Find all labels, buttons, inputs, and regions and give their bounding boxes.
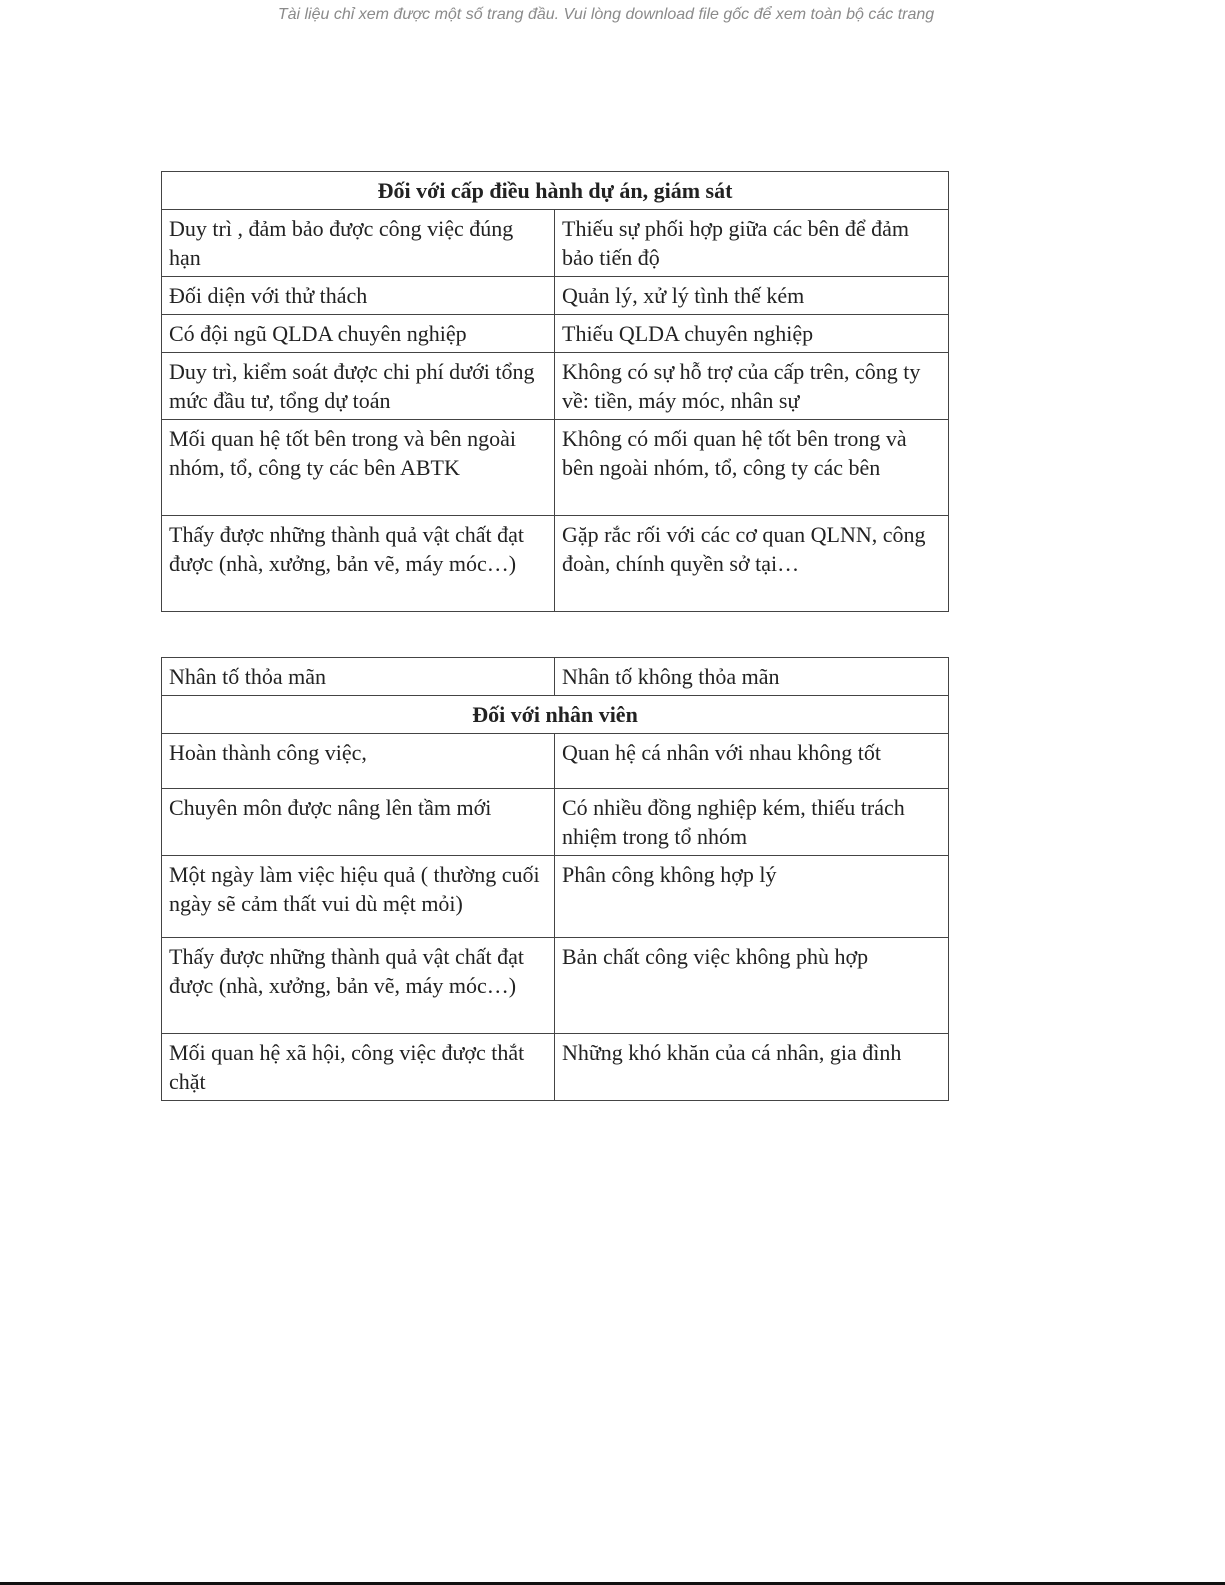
table-cell: Thấy được những thành quả vật chất đạt được (nhà, xưởng, bản vẽ, máy móc…)	[162, 516, 555, 612]
table-cell: Có đội ngũ QLDA chuyên nghiệp	[162, 315, 555, 353]
table-cell: Đối diện với thử thách	[162, 277, 555, 315]
table-cell: Mối quan hệ tốt bên trong và bên ngoài nhóm, tổ, công ty các bên ABTK	[162, 420, 555, 516]
table-row	[162, 789, 949, 856]
column-header-dissatisfying: Nhân tố không thỏa mãn	[555, 658, 949, 696]
table-header-row	[162, 172, 949, 210]
table-column-header-row	[162, 658, 949, 696]
table-row	[162, 516, 949, 612]
table-cell: Thiếu sự phối hợp giữa các bên để đảm bảo tiến độ	[555, 210, 949, 277]
table-section-header: Đối với nhân viên	[162, 696, 949, 734]
preview-notice: Tài liệu chỉ xem được một số trang đầu. Vui lòng download file gốc để xem toàn bộ các trang	[277, 6, 935, 23]
table-row	[162, 315, 949, 353]
column-header-satisfying: Nhân tố thỏa mãn	[162, 658, 555, 696]
table-cell: Phân công không hợp lý	[555, 856, 949, 938]
table-cell: Hoàn thành công việc,	[162, 734, 555, 789]
table-cell: Thấy được những thành quả vật chất đạt được (nhà, xưởng, bản vẽ, máy móc…)	[162, 938, 555, 1034]
table-cell: Duy trì, kiểm soát được chi phí dưới tổng mức đầu tư, tổng dự toán	[162, 353, 555, 420]
table-cell: Thiếu QLDA chuyên nghiệp	[555, 315, 949, 353]
table-row	[162, 420, 949, 516]
table-row	[162, 1034, 949, 1101]
table-cell: Quan hệ cá nhân với nhau không tốt	[555, 734, 949, 789]
table-cell: Duy trì , đảm bảo được công việc đúng hạn	[162, 210, 555, 277]
table-cell: Có nhiều đồng nghiệp kém, thiếu trách nhiệm trong tổ nhóm	[555, 789, 949, 856]
employee-factors-table	[161, 657, 949, 1101]
table-row	[162, 210, 949, 277]
table-row	[162, 277, 949, 315]
table-cell: Không có sự hỗ trợ của cấp trên, công ty về: tiền, máy móc, nhân sự	[555, 353, 949, 420]
table-cell: Mối quan hệ xã hội, công việc được thắt chặt	[162, 1034, 555, 1101]
table-cell: Không có mối quan hệ tốt bên trong và bên ngoài nhóm, tổ, công ty các bên	[555, 420, 949, 516]
table-cell: Những khó khăn của cá nhân, gia đình	[555, 1034, 949, 1101]
table-cell: Một ngày làm việc hiệu quả ( thường cuối ngày sẽ cảm thất vui dù mệt mỏi)	[162, 856, 555, 938]
project-management-factors-table	[161, 171, 949, 612]
table-section-header: Đối với cấp điều hành dự án, giám sát	[162, 172, 949, 210]
table-cell: Bản chất công việc không phù hợp	[555, 938, 949, 1034]
table-cell: Chuyên môn được nâng lên tầm mới	[162, 789, 555, 856]
table-row	[162, 734, 949, 789]
table-row	[162, 938, 949, 1034]
table-cell: Quản lý, xử lý tình thế kém	[555, 277, 949, 315]
table-cell: Gặp rắc rối với các cơ quan QLNN, công đoàn, chính quyền sở tại…	[555, 516, 949, 612]
table-row	[162, 353, 949, 420]
table-header-row	[162, 696, 949, 734]
table-row	[162, 856, 949, 938]
